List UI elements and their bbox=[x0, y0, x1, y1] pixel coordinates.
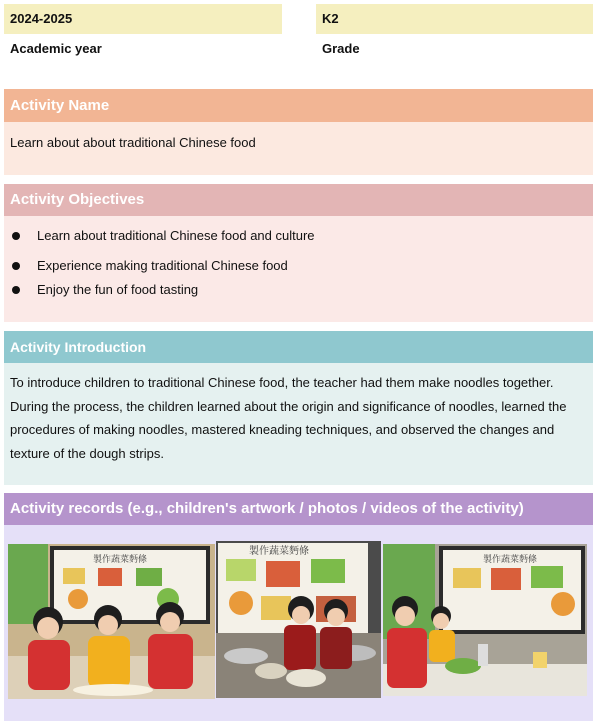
screen-caption: 製作蔬菜麪條 bbox=[249, 546, 309, 557]
objective-item bbox=[4, 227, 593, 245]
activity-records-panel bbox=[4, 525, 593, 721]
objective-item bbox=[4, 257, 593, 275]
objective-text: Enjoy the fun of food tasting bbox=[37, 282, 199, 297]
activity-name-title: Activity Name bbox=[4, 89, 593, 122]
activity-introduction-title: Activity Introduction bbox=[4, 331, 593, 363]
activity-objectives-title: Activity Objectives bbox=[4, 184, 593, 216]
activity-name-text: Learn about about traditional Chinese food bbox=[4, 122, 593, 175]
academic-year-value: 2024-2025 bbox=[10, 11, 73, 26]
screen-caption: 製作蔬菜麪條 bbox=[483, 555, 538, 565]
grade-value: K2 bbox=[322, 11, 339, 26]
academic-year-label: Academic year bbox=[10, 41, 102, 56]
bullet-icon bbox=[12, 232, 20, 240]
activity-photo bbox=[383, 544, 587, 696]
objective-text: Experience making traditional Chinese food bbox=[37, 258, 288, 273]
screen-caption: 製作蔬菜麪條 bbox=[93, 555, 148, 565]
objective-item bbox=[4, 281, 593, 299]
activity-photo bbox=[8, 544, 215, 699]
bullet-icon bbox=[12, 286, 20, 294]
activity-objectives-list bbox=[4, 216, 593, 322]
grade-box bbox=[316, 4, 593, 34]
grade-label: Grade bbox=[322, 41, 360, 56]
academic-year-box bbox=[4, 4, 282, 34]
bullet-icon bbox=[12, 262, 20, 270]
activity-introduction-text: To introduce children to traditional Chinese food, the teacher had them make noodles together. During the process, the children learned about the origin and significance of noodles, learned the procedures of making noodles, mastered kneading techniques, and observed the changes and texture of the dough strips. bbox=[4, 363, 593, 485]
objective-text: Learn about traditional Chinese food and culture bbox=[37, 228, 315, 243]
activity-records-title: Activity records (e.g., children's artwork / photos / videos of the activity) bbox=[4, 493, 593, 525]
activity-photo bbox=[216, 541, 381, 698]
